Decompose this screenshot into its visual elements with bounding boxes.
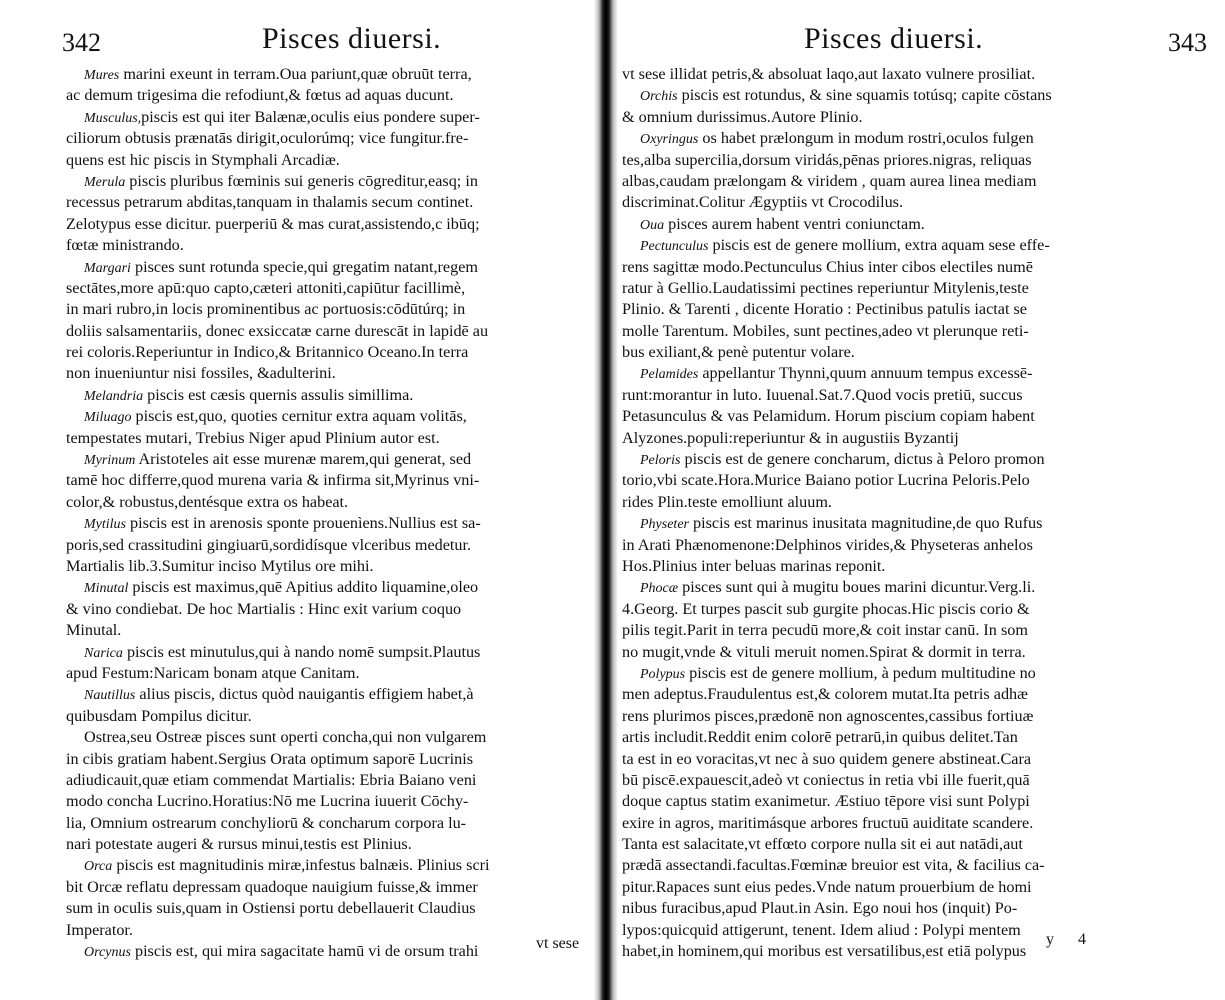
entry-headword: Oua <box>640 217 665 233</box>
line-text: ta est in eo voracitas,vt nec à suo quidem genere abstineat.Cara <box>622 749 1032 768</box>
line-text: ciliorum obtusis prænatās dirigit,oculorúmq; vice fungitur.fre- <box>66 129 469 148</box>
line-text: Alyzones.populi:reperiuntur & in augustiis Byzantij <box>622 428 959 447</box>
entry-headword: Mytilus <box>84 517 126 533</box>
text-line <box>66 855 588 876</box>
text-line <box>66 385 588 406</box>
text-line <box>622 128 1218 149</box>
text-line <box>622 64 1218 85</box>
line-text: doque captus statim exanimetur. Æstiuo tēpore visi sunt Polypi <box>622 792 1030 811</box>
entry-headword: Phocæ <box>640 581 679 597</box>
line-text: in mari rubro,in locis prominentibus ac portuosis:cōdūtúrq; in <box>66 300 466 319</box>
line-text: piscis est,quo, quoties cernitur extra aquam volitās, <box>131 407 467 426</box>
text-line <box>622 385 1218 406</box>
line-text: pitur.Rapaces sunt eius pedes.Vnde natum prouerbium de homi <box>622 877 1032 896</box>
text-line <box>622 428 1218 449</box>
text-line <box>66 214 588 235</box>
text-line <box>622 877 1218 898</box>
text-line <box>66 64 588 85</box>
text-line <box>622 214 1218 235</box>
text-line <box>66 556 588 577</box>
running-head: Pisces diuersi. <box>262 22 442 55</box>
text-line <box>622 941 1218 962</box>
line-text: poris,sed crassitudini gingiuarū,sordidísque vlceribus medetur. <box>66 535 472 554</box>
text-line <box>622 257 1218 278</box>
line-text: piscis est in arenosis sponte prouenìens.Nullius est sa- <box>126 514 481 533</box>
text-line <box>66 449 588 470</box>
line-text: nari potestate augeri & rursus minui,testis est Plinius. <box>66 835 412 854</box>
line-text: Minutal. <box>66 621 122 640</box>
line-text: rei coloris.Reperiuntur in Indico,& Britannico Oceano.In terra <box>66 343 469 362</box>
line-text: men adeptus.Fraudulentus est,& colorem mutat.Ita petris adhæ <box>622 685 1028 704</box>
text-line <box>622 513 1218 534</box>
text-line <box>622 791 1218 812</box>
catchword: vt sese <box>536 935 580 952</box>
entry-headword: Peloris <box>640 453 681 469</box>
text-line <box>622 299 1218 320</box>
text-line <box>66 727 588 748</box>
line-text: piscis est qui iter Balænæ,oculis eius pondere super- <box>141 107 480 126</box>
line-text: piscis est magnitudinis miræ,infestus balnæis. Plinius scri <box>112 856 490 875</box>
line-text: color,& robustus,dentésque extra os habeat. <box>66 492 349 511</box>
text-line <box>622 235 1218 256</box>
text-line <box>66 684 588 705</box>
text-line <box>622 321 1218 342</box>
line-text: doliis salsamentariis, donec exsiccatæ carne durescāt in lapidē au <box>66 321 489 340</box>
line-text: appellantur Thynni,quum annuum tempus excessē- <box>698 364 1033 383</box>
entry-headword: Margari <box>84 260 131 276</box>
line-text: albas,caudam prælongam & viridem , quam aurea linea mediam <box>622 171 1037 190</box>
text-line <box>622 813 1218 834</box>
page-number: 342 <box>62 28 101 57</box>
text-line <box>622 192 1218 213</box>
entry-headword: Narica <box>84 645 123 661</box>
entry-headword: Pelamides <box>640 367 699 383</box>
line-text: molle Tarentum. Mobiles, sunt pectines,adeo vt plerunque reti- <box>622 321 1029 340</box>
line-text: no mugit,vnde & vituli meruit nomen.Spirat & dormit in terra. <box>622 642 1026 661</box>
text-line <box>66 171 588 192</box>
line-text: Ostrea,seu Ostreæ pisces sunt operti concha,qui non vulgarem <box>84 728 487 747</box>
entry-headword: Orca <box>84 859 113 875</box>
text-line <box>622 449 1218 470</box>
entry-headword: Mures <box>84 68 120 83</box>
line-text: artis includit.Reddit enim colorē petrarū,in quibus delitet.Tan <box>622 728 1018 747</box>
text-line <box>622 727 1218 748</box>
line-text: quibusdam Pompilus dicitur. <box>66 706 252 725</box>
entry-headword: Orcynus <box>84 945 131 961</box>
line-text: piscis est rotundus, & sine squamis totúsq; capite cōstans <box>677 86 1052 105</box>
line-text: lypos:quicquid attigerunt, tenent. Idem aliud : Polypi mentem <box>622 920 1021 939</box>
text-line <box>622 770 1218 791</box>
line-text: piscis est de genere concharum, dictus à Peloro promon <box>680 450 1045 469</box>
line-text: torio,vbi scate.Hora.Murice Baiano potior Lucrina Peloris.Pelo <box>622 471 1030 490</box>
text-line <box>66 791 588 812</box>
entry-headword: Orchis <box>640 89 678 105</box>
text-line <box>66 428 588 449</box>
entry-headword: Nautillus <box>84 688 136 704</box>
line-text: lia, Omnium ostrearum conchyliorū & concharum corpora lu- <box>66 813 467 832</box>
text-line <box>66 406 588 427</box>
line-text: piscis est maximus,quē Apitius addito liquamine,oleo <box>128 578 479 597</box>
line-text: modo concha Lucrino.Horatius:Nō me Lucrina iuuerit Cōchy- <box>66 792 469 811</box>
page-number: 343 <box>1168 28 1207 57</box>
line-text: rides Plin.teste emolliunt aluum. <box>622 492 832 511</box>
text-line <box>66 107 588 128</box>
line-text: non inueniuntur nisi fossiles, &adulterini. <box>66 364 336 383</box>
line-text: piscis est, qui mira sagacitate hamū vi de orsum trahi <box>130 942 479 961</box>
text-line <box>622 663 1218 684</box>
text-line <box>622 556 1218 577</box>
line-text: Martialis lib.3.Sumitur inciso Mytilus ore mihi. <box>66 556 374 575</box>
line-text: piscis est marinus inusitata magnitudine,de quo Rufus <box>688 514 1043 533</box>
entry-headword: Minutal <box>84 581 129 597</box>
line-text: ratur à Gellio.Laudatissimi pectines reperiuntur Mitylenis,teste <box>622 278 1029 297</box>
text-line <box>622 171 1218 192</box>
text-line <box>66 535 588 556</box>
line-text: rens plurimos pisces,prædonē non agnoscentes,cassibus fortiuæ <box>622 706 1034 725</box>
text-line <box>622 749 1218 770</box>
line-text: sectātes,more apū:quo capto,cæteri attoniti,capiūtur facillimè, <box>66 278 466 297</box>
entry-headword: Melandria <box>84 388 144 404</box>
line-text: Tanta est salacitate,vt effœto corpore nulla sit ei aut natādi,aut <box>622 835 1023 854</box>
line-text: apud Festum:Naricam bonam atque Canitam. <box>66 663 360 682</box>
line-text: pisces sunt rotunda specie,qui gregatim natant,regem <box>130 257 478 276</box>
line-text: & vino condiebat. De hoc Martialis : Hinc exit varium coquo <box>66 599 462 618</box>
line-text: vt sese illidat petris,& absoluat laqo,aut laxato vulnere prosiliat. <box>622 65 1036 83</box>
text-line <box>622 898 1218 919</box>
text-line <box>66 706 588 727</box>
text-line <box>622 599 1218 620</box>
text-line <box>66 470 588 491</box>
line-text: piscis est de genere mollium, à pedum multitudine no <box>685 663 1036 682</box>
line-text: alius piscis, dictus quòd nauigantis effigiem habet,à <box>135 685 474 704</box>
text-line <box>622 834 1218 855</box>
text-line <box>622 406 1218 427</box>
text-line <box>622 620 1218 641</box>
entry-headword: Oxyringus <box>640 132 699 148</box>
text-line <box>66 299 588 320</box>
text-line <box>66 834 588 855</box>
text-line <box>66 278 588 299</box>
line-text: marini exeunt in terram.Oua pariunt,quæ obruūt terra, <box>119 65 472 83</box>
text-line <box>622 706 1218 727</box>
line-text: pisces sunt qui à mugitu boues marini dicuntur.Verg.li. <box>678 578 1036 597</box>
line-text: nibus furacibus,apud Plaut.in Asin. Ego noui hos (inquit) Po- <box>622 899 1018 918</box>
entry-headword: Musculus, <box>84 110 142 126</box>
text-line <box>66 920 588 941</box>
text-line <box>622 535 1218 556</box>
line-text: 4.Georg. Et turpes pascit sub gurgite phocas.Hic piscis corio & <box>622 599 1030 618</box>
line-text: Plinio. & Tarenti , dicente Horatio : Pectinibus patulis iactat se <box>622 300 1027 319</box>
line-text: pilis tegit.Parit in terra pecudū more,& coit instar canū. In som <box>622 621 1028 640</box>
line-text: tamē hoc differre,quod murena varia & infirma sit,Myrinus vni- <box>66 471 480 490</box>
line-text: in cibis gratiam habent.Sergius Orata optimum saporē Lucrinis <box>66 749 473 768</box>
line-text: bit Orcæ reflatu depressam quadoque nauigium fuisse,& immer <box>66 877 478 896</box>
entry-headword: Merula <box>84 174 126 190</box>
line-text: bus exiliant,& penè putentur volare. <box>622 343 855 362</box>
text-line <box>622 470 1218 491</box>
text-line <box>66 150 588 171</box>
line-text: pisces aurem habent ventri coniunctam. <box>664 214 925 233</box>
right-page <box>618 0 1225 1000</box>
text-line <box>622 642 1218 663</box>
text-line <box>66 877 588 898</box>
book-gutter <box>594 0 618 1000</box>
text-line <box>66 749 588 770</box>
entry-headword: Polypus <box>640 666 686 682</box>
line-text: sum in oculis suis,quam in Ostiensi portu debellauerit Claudius <box>66 899 476 918</box>
text-line <box>66 620 588 641</box>
catchword: y 4 <box>1046 931 1096 948</box>
text-line <box>66 513 588 534</box>
line-text: ac demum trigesima die refodiunt,& fœtus ad aquas ducunt. <box>66 86 454 105</box>
text-line <box>66 85 588 106</box>
line-text: Hos.Plinius inter beluas marinas reponit. <box>622 556 886 575</box>
line-text: fœtæ ministrando. <box>66 236 184 255</box>
line-text: prædā assectandi.facultas.Fœminæ breuior est vita, & facilius ca- <box>622 856 1045 875</box>
line-text: piscis est de genere mollium, extra aquam sese effe- <box>708 236 1050 255</box>
line-text: bū piscē.expauescit,adeò vt coniectus in retia vbi ille fuerit,quā <box>622 770 1030 789</box>
text-line <box>66 577 588 598</box>
entry-headword: Pectunculus <box>640 239 709 255</box>
line-text: piscis est minutulus,qui à nando nomē sumpsit.Plautus <box>122 642 481 661</box>
line-text: exire in agros, maritimásque arbores fructuū auiditate scandere. <box>622 813 1034 832</box>
text-line <box>66 898 588 919</box>
line-text: recessus petrarum abditas,tanquam in thalamis secum continet. <box>66 193 474 212</box>
line-text: & omnium durissimus.Autore Plinio. <box>622 107 863 126</box>
text-line <box>622 85 1218 106</box>
line-text: Imperator. <box>66 920 133 939</box>
line-text: habet,in hominem,qui moribus est versatilibus,est etiā polypus <box>622 942 1027 961</box>
text-line <box>622 684 1218 705</box>
text-line <box>622 107 1218 128</box>
text-line <box>66 342 588 363</box>
text-line <box>66 941 588 962</box>
running-head: Pisces diuersi. <box>804 22 984 55</box>
text-line <box>66 192 588 213</box>
line-text: piscis pluribus fœminis sui generis cōgreditur,easq; in <box>125 171 478 190</box>
text-line <box>66 321 588 342</box>
entry-headword: Physeter <box>640 517 689 533</box>
text-line <box>66 813 588 834</box>
text-line <box>66 492 588 513</box>
text-line <box>66 663 588 684</box>
line-text: os habet prælongum in modum rostri,oculos fulgen <box>698 129 1034 148</box>
text-line <box>622 150 1218 171</box>
line-text: Petasunculus & vas Pelamidum. Horum piscium copiam habent <box>622 407 1035 426</box>
line-text: tempestates mutari, Trebius Niger apud Plinium autor est. <box>66 428 440 447</box>
entry-headword: Myrinum <box>84 453 136 469</box>
line-text: tes,alba supercilia,dorsum viridás,pēnas priores.nigras, reliquas <box>622 150 1032 169</box>
text-line <box>622 363 1218 384</box>
text-line <box>66 770 588 791</box>
entry-headword: Miluago <box>84 410 132 426</box>
left-page <box>0 0 594 1000</box>
text-line <box>66 599 588 620</box>
line-text: in Arati Phænomenone:Delphinos virides,& Physeteras anhelos <box>622 535 1033 554</box>
text-column <box>622 64 1218 962</box>
text-line <box>66 128 588 149</box>
text-line <box>66 235 588 256</box>
line-text: adiudicauit,quæ etiam commendat Martialis: Ebria Baiano veni <box>66 770 477 789</box>
text-line <box>622 577 1218 598</box>
line-text: quens est hic piscis in Stymphali Arcadiæ. <box>66 150 340 169</box>
text-line <box>622 855 1218 876</box>
line-text: Zelotypus esse dicitur. puerperiū & mas curat,assistendo,c ibūq; <box>66 214 480 233</box>
text-line <box>622 342 1218 363</box>
text-line <box>66 257 588 278</box>
line-text: discriminat.Colitur Ægyptiis vt Crocodilus. <box>622 193 904 212</box>
line-text: Aristoteles ait esse murenæ marem,qui generat, sed <box>135 450 472 469</box>
line-text: runt:morantur in luto. Iuuenal.Sat.7.Quod vocis pretiū, succus <box>622 385 1023 404</box>
text-line <box>66 363 588 384</box>
text-line <box>622 278 1218 299</box>
text-line <box>66 642 588 663</box>
line-text: piscis est cæsis quernis assulis simillima. <box>143 385 414 404</box>
text-line <box>622 492 1218 513</box>
line-text: rens sagittæ modo.Pectunculus Chius inter cibos electiles numē <box>622 257 1033 276</box>
text-column <box>66 64 588 962</box>
text-line <box>622 920 1218 941</box>
